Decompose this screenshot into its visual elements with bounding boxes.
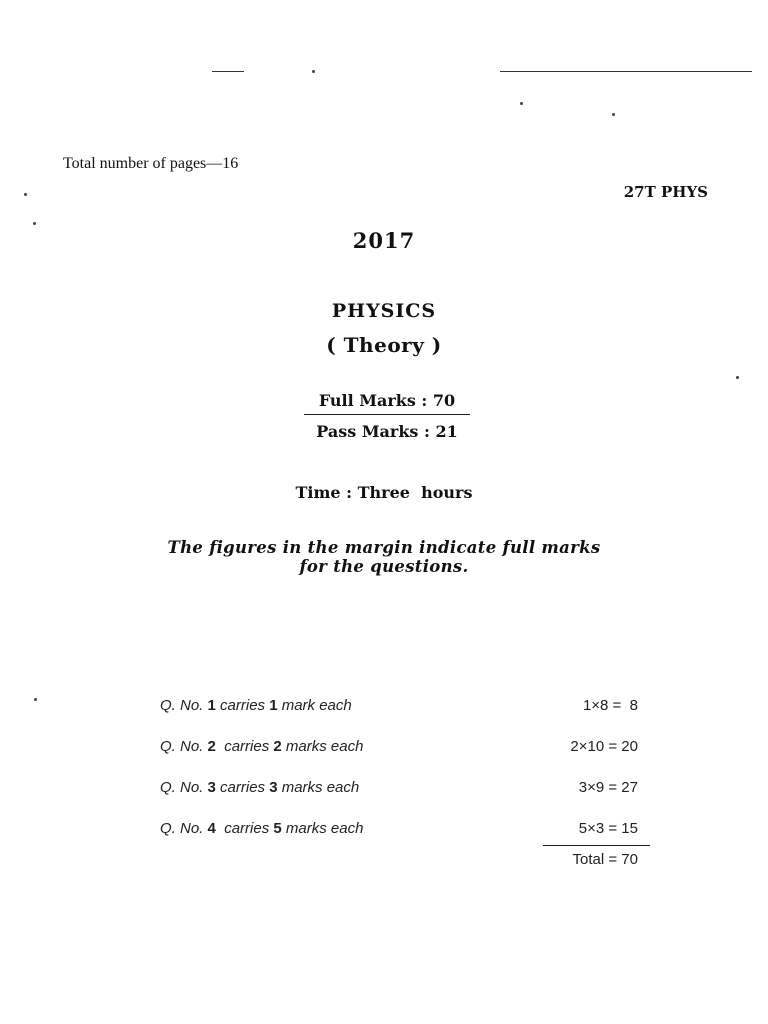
question-row-text: Q. No. 2 carries 2 marks each <box>160 738 364 755</box>
total-pages: Total number of pages—16 <box>63 155 239 172</box>
scan-speck <box>520 102 523 105</box>
instruction-line: The figures in the margin indicate full marks <box>167 538 601 557</box>
scan-rule <box>212 71 244 72</box>
subject-title: PHYSICS <box>331 300 437 322</box>
total-divider <box>543 845 650 846</box>
scan-speck <box>24 193 27 196</box>
question-row-calc: 2×10 = 20 <box>570 738 638 755</box>
question-row-text: Q. No. 1 carries 1 mark each <box>160 697 352 714</box>
exam-time: Time : Three hours <box>295 483 473 502</box>
full-marks: Full Marks : 70 <box>318 391 456 410</box>
question-row-calc: 3×9 = 27 <box>578 779 638 796</box>
scan-speck <box>612 113 615 116</box>
scan-speck <box>33 222 36 225</box>
pass-marks: Pass Marks : 21 <box>316 422 458 441</box>
scan-speck <box>34 698 37 701</box>
question-row-text: Q. No. 4 carries 5 marks each <box>160 820 364 837</box>
scan-speck <box>736 376 739 379</box>
total-marks: Total = 70 <box>572 851 638 868</box>
question-row-calc: 5×3 = 15 <box>578 820 638 837</box>
instruction-line: for the questions. <box>299 557 469 576</box>
scan-rule <box>500 71 752 72</box>
exam-year: 2017 <box>352 228 416 253</box>
paper-code: 27T PHYS <box>623 183 708 201</box>
marks-divider <box>304 414 470 415</box>
question-row-calc: 1×8 = 8 <box>582 697 638 714</box>
question-row-text: Q. No. 3 carries 3 marks each <box>160 779 360 796</box>
paper-type: ( Theory ) <box>326 333 442 357</box>
scan-speck <box>312 70 315 73</box>
